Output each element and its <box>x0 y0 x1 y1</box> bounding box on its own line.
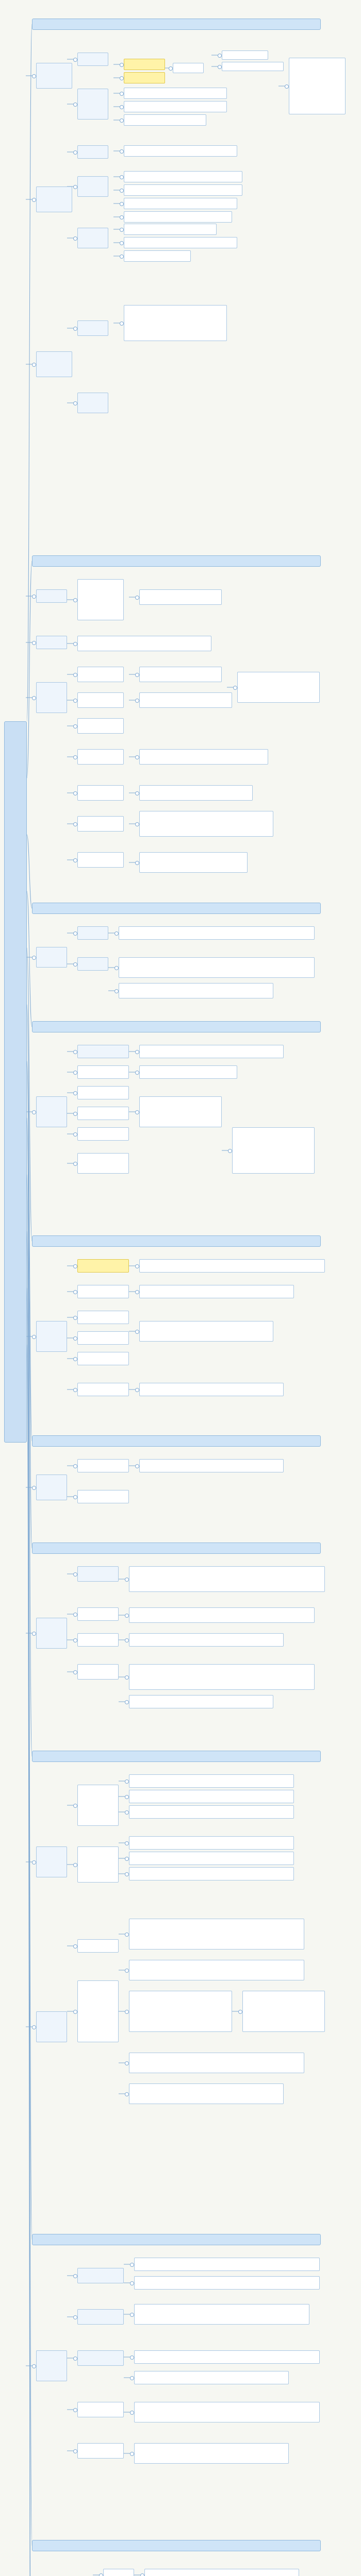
section-header <box>32 1751 321 1762</box>
diagram-node <box>77 852 124 868</box>
connector-dot-icon <box>73 58 77 62</box>
connector-dot-icon <box>125 2061 129 2065</box>
connector-dot-icon <box>73 185 77 189</box>
diagram-node <box>77 1352 129 1365</box>
connector-line <box>27 24 32 721</box>
diagram-node <box>129 1790 294 1803</box>
connector-dot-icon <box>73 1670 77 1674</box>
diagram-node <box>124 211 232 223</box>
diagram-node <box>36 947 67 968</box>
connector-dot-icon <box>125 1614 129 1618</box>
connector-dot-icon <box>32 1860 36 1865</box>
diagram-node <box>77 176 108 197</box>
connector-dot-icon <box>32 696 36 700</box>
section-header <box>32 1543 321 1554</box>
diagram-node <box>77 1311 129 1324</box>
diagram-node <box>77 1045 129 1058</box>
highlight-node <box>77 1259 129 1273</box>
connector-dot-icon <box>120 63 124 67</box>
connector-dot-icon <box>135 673 139 677</box>
diagram-node <box>139 1259 325 1273</box>
connector-dot-icon <box>120 241 124 245</box>
connector-dot-icon <box>73 2449 77 2453</box>
connector-dot-icon <box>135 1264 139 1268</box>
diagram-node <box>77 636 211 651</box>
connector-dot-icon <box>73 2010 77 2014</box>
diagram-node <box>124 305 227 341</box>
diagram-node <box>139 749 268 765</box>
connector-dot-icon <box>114 989 119 993</box>
connector-dot-icon <box>125 1638 129 1642</box>
connector-dot-icon <box>32 1110 36 1114</box>
connector-dot-icon <box>73 401 77 405</box>
diagram-node <box>77 2268 124 2283</box>
connector-dot-icon <box>73 2357 77 2361</box>
connector-dot-icon <box>130 2281 134 2285</box>
diagram-node <box>77 1065 129 1079</box>
diagram-node <box>77 1459 129 1472</box>
connector-dot-icon <box>135 1330 139 1334</box>
diagram-node <box>36 63 72 89</box>
connector-dot-icon <box>73 150 77 155</box>
connector-dot-icon <box>125 1795 129 1799</box>
connector-dot-icon <box>135 1050 139 1054</box>
connector-dot-icon <box>120 76 124 80</box>
diagram-node <box>77 1383 129 1396</box>
connector-dot-icon <box>135 861 139 865</box>
connector-dot-icon <box>32 363 36 367</box>
connector-dot-icon <box>73 673 77 677</box>
diagram-node <box>139 692 232 708</box>
connector-dot-icon <box>73 1613 77 1617</box>
diagram-node <box>129 1805 294 1819</box>
diagram-node <box>77 1846 119 1883</box>
diagram-node <box>77 228 108 248</box>
connector-dot-icon <box>120 149 124 154</box>
diagram-node <box>77 816 124 832</box>
diagram-node <box>139 1065 237 1079</box>
diagram-node <box>36 1321 67 1352</box>
connector-dot-icon <box>73 962 77 967</box>
connector-dot-icon <box>135 1110 139 1114</box>
diagram-node <box>77 1566 119 1582</box>
connector-dot-icon <box>130 2411 134 2415</box>
diagram-node <box>124 145 237 157</box>
section-header <box>32 555 321 567</box>
diagram-node <box>124 250 191 262</box>
diagram-node <box>129 1991 232 2032</box>
connector-dot-icon <box>228 1149 232 1153</box>
diagram-node <box>144 2569 299 2576</box>
connector-dot-icon <box>73 791 77 795</box>
diagram-node <box>139 1285 294 1298</box>
diagram-node <box>77 53 108 66</box>
connector-dot-icon <box>73 1464 77 1468</box>
diagram-node <box>77 1285 129 1298</box>
connector-dot-icon <box>135 755 139 759</box>
diagram-node <box>134 2304 309 2325</box>
diagram-node <box>124 198 237 209</box>
connector-dot-icon <box>73 1388 77 1392</box>
connector-dot-icon <box>238 2010 242 2014</box>
diagram-node <box>77 718 124 734</box>
diagram-node <box>129 1664 315 1690</box>
diagram-node <box>129 2083 284 2104</box>
diagram-node <box>77 1490 129 1503</box>
diagram-node <box>77 393 108 413</box>
diagram-node <box>36 1618 67 1649</box>
connector-dot-icon <box>120 321 124 326</box>
diagram-node <box>77 957 108 971</box>
connector-dot-icon <box>73 1336 77 1341</box>
connector-dot-icon <box>73 1264 77 1268</box>
connector-dot-icon <box>125 1933 129 1937</box>
diagram-node <box>129 1607 315 1623</box>
connector-dot-icon <box>130 2452 134 2456</box>
diagram-node <box>124 237 237 248</box>
connector-dot-icon <box>135 1290 139 1294</box>
connector-dot-icon <box>135 699 139 703</box>
diagram-node <box>77 667 124 682</box>
diagram-node <box>129 1695 273 1708</box>
connector-dot-icon <box>32 1335 36 1339</box>
connector-line <box>27 561 32 778</box>
connector-dot-icon <box>32 641 36 645</box>
diagram-node <box>139 589 222 605</box>
diagram-node <box>119 926 315 940</box>
diagram-node <box>36 1475 67 1500</box>
connector-dot-icon <box>32 1632 36 1636</box>
section-header <box>32 2540 321 2551</box>
connector-dot-icon <box>73 642 77 646</box>
diagram-node <box>124 101 227 112</box>
connector-dot-icon <box>73 1804 77 1808</box>
connector-dot-icon <box>169 66 173 71</box>
diagram-node <box>139 852 248 873</box>
connector-dot-icon <box>135 1388 139 1392</box>
diagram-node <box>129 2053 304 2073</box>
connector-dot-icon <box>130 2263 134 2267</box>
connector-dot-icon <box>73 1638 77 1642</box>
connector-dot-icon <box>73 598 77 602</box>
diagram-node <box>36 1096 67 1127</box>
connector-dot-icon <box>218 65 222 69</box>
section-header <box>32 1435 321 1447</box>
diagram-node <box>77 320 108 336</box>
diagram-node <box>36 187 72 212</box>
connector-dot-icon <box>73 236 77 241</box>
connector-dot-icon <box>73 724 77 728</box>
diagram-node <box>77 1633 119 1647</box>
connector-dot-icon <box>99 2573 103 2576</box>
diagram-node <box>134 2350 320 2364</box>
connector-dot-icon <box>120 215 124 219</box>
connector-dot-icon <box>73 931 77 936</box>
diagram-node <box>129 1633 284 1647</box>
diagram-node <box>134 2258 320 2271</box>
diagram-node <box>77 1939 119 1953</box>
connector-dot-icon <box>125 1810 129 1815</box>
diagram-node <box>129 1852 294 1865</box>
diagram-node <box>77 749 124 765</box>
diagram-node <box>77 692 124 708</box>
connector-dot-icon <box>140 2573 144 2576</box>
diagram-node <box>119 983 273 998</box>
connector-dot-icon <box>73 822 77 826</box>
diagram-node <box>129 1919 304 1950</box>
section-header <box>32 1021 321 1032</box>
connector-dot-icon <box>120 228 124 232</box>
connector-dot-icon <box>120 175 124 179</box>
diagram-node <box>242 1991 325 2032</box>
connector-dot-icon <box>73 1495 77 1499</box>
diagram-node <box>129 1960 304 1980</box>
diagram-node <box>129 1566 325 1592</box>
connector-dot-icon <box>135 596 139 600</box>
diagram-node <box>139 1383 284 1396</box>
diagram-node <box>77 1331 129 1345</box>
connector-dot-icon <box>135 1464 139 1468</box>
diagram-node <box>119 957 315 978</box>
diagram-node <box>77 1785 119 1826</box>
diagram-node <box>139 811 273 837</box>
connector-dot-icon <box>233 686 237 690</box>
connector-dot-icon <box>130 2376 134 2380</box>
diagram-node <box>77 1086 129 1099</box>
connector-dot-icon <box>135 1071 139 1075</box>
diagram-node <box>77 1153 129 1174</box>
highlight-node <box>124 72 165 83</box>
connector-dot-icon <box>32 198 36 202</box>
diagram-node <box>77 1664 119 1680</box>
connector-dot-icon <box>285 84 289 89</box>
connector-dot-icon <box>32 2025 36 2029</box>
diagram-node <box>77 1607 119 1621</box>
connector-dot-icon <box>120 118 124 123</box>
connector-dot-icon <box>73 755 77 759</box>
main-title-strip <box>4 721 27 1443</box>
diagram-node <box>77 145 108 159</box>
diagram-node <box>129 1774 294 1788</box>
connector-dot-icon <box>32 1486 36 1490</box>
section-header <box>32 19 321 30</box>
connector-dot-icon <box>125 2092 129 2096</box>
connector-dot-icon <box>125 1857 129 1861</box>
connector-dot-icon <box>120 105 124 109</box>
diagram-node <box>77 2309 124 2325</box>
diagram-node <box>36 1846 67 1877</box>
diagram-node <box>124 88 227 99</box>
connector-dot-icon <box>73 2408 77 2412</box>
connector-dot-icon <box>73 1091 77 1095</box>
diagram-node <box>222 50 268 60</box>
diagram-node <box>36 589 67 603</box>
diagram-node <box>77 579 124 620</box>
connector-dot-icon <box>125 1675 129 1680</box>
diagram-node <box>77 2350 124 2366</box>
connector-dot-icon <box>73 2274 77 2278</box>
connector-dot-icon <box>114 931 119 936</box>
connector-dot-icon <box>125 1700 129 1704</box>
connector-dot-icon <box>120 92 124 96</box>
diagram-node <box>124 171 242 182</box>
connector-dot-icon <box>125 1841 129 1845</box>
diagram-node <box>124 184 242 196</box>
connector-dot-icon <box>73 1944 77 1948</box>
connector-dot-icon <box>120 255 124 259</box>
diagram-node <box>139 1321 273 1342</box>
connector-dot-icon <box>130 2313 134 2317</box>
connector-dot-icon <box>125 2010 129 2014</box>
connector-dot-icon <box>120 202 124 206</box>
connector-dot-icon <box>73 2315 77 2319</box>
connector-dot-icon <box>73 1357 77 1361</box>
connector-dot-icon <box>73 1290 77 1294</box>
highlight-node <box>124 59 165 70</box>
connector-dot-icon <box>120 189 124 193</box>
connector-dot-icon <box>125 1780 129 1784</box>
diagram-node <box>237 672 320 703</box>
diagram-node <box>134 2443 289 2464</box>
connector-dot-icon <box>73 1132 77 1137</box>
connector-dot-icon <box>32 2364 36 2368</box>
diagram-node <box>103 2569 134 2576</box>
connector-dot-icon <box>130 2355 134 2360</box>
diagram-node <box>139 1096 222 1127</box>
connector-dot-icon <box>125 1872 129 1876</box>
connector-dot-icon <box>32 74 36 78</box>
diagram-node <box>222 62 284 71</box>
diagram-node <box>77 2402 124 2417</box>
diagram-node <box>77 785 124 801</box>
diagram-node <box>124 114 206 126</box>
connector-dot-icon <box>32 956 36 960</box>
connector-dot-icon <box>32 595 36 599</box>
diagram-node <box>124 224 217 235</box>
connector-dot-icon <box>73 327 77 331</box>
connector-dot-icon <box>73 1572 77 1577</box>
connector-dot-icon <box>114 966 119 970</box>
diagram-node <box>77 1980 119 2042</box>
connector-dot-icon <box>73 1162 77 1166</box>
diagram-node <box>134 2402 320 2422</box>
diagram-node <box>36 351 72 377</box>
connector-dot-icon <box>135 791 139 795</box>
section-header <box>32 903 321 914</box>
diagram-node <box>77 926 108 940</box>
diagram-node <box>139 785 253 801</box>
connector-dot-icon <box>135 822 139 826</box>
connector-dot-icon <box>73 1050 77 1054</box>
diagram-node <box>77 1107 129 1120</box>
connector-dot-icon <box>125 1578 129 1582</box>
diagram-node <box>77 1127 129 1141</box>
diagram-node <box>134 2371 289 2384</box>
diagram-node <box>77 2443 124 2459</box>
diagram-node <box>77 89 108 120</box>
diagram-node <box>129 1867 294 1880</box>
diagram-node <box>289 58 346 114</box>
diagram-node <box>129 1836 294 1850</box>
diagram-node <box>232 1127 315 1174</box>
diagram-node <box>173 63 204 73</box>
diagram-node <box>36 2350 67 2381</box>
diagram-node <box>36 682 67 713</box>
connector-dot-icon <box>73 1316 77 1320</box>
connector-dot-icon <box>125 1969 129 1973</box>
section-header <box>32 1235 321 1247</box>
diagram-node <box>139 667 222 682</box>
diagram-node <box>36 636 67 649</box>
connector-dot-icon <box>73 103 77 107</box>
diagram-node <box>139 1459 284 1472</box>
diagram-node <box>36 2011 67 2042</box>
section-header <box>32 2234 321 2245</box>
connector-dot-icon <box>73 858 77 862</box>
diagram-node <box>134 2276 320 2290</box>
connector-dot-icon <box>73 1071 77 1075</box>
connector-dot-icon <box>73 699 77 703</box>
connector-dot-icon <box>218 54 222 58</box>
connector-dot-icon <box>73 1112 77 1116</box>
diagram-node <box>139 1045 284 1058</box>
connector-dot-icon <box>73 1863 77 1867</box>
